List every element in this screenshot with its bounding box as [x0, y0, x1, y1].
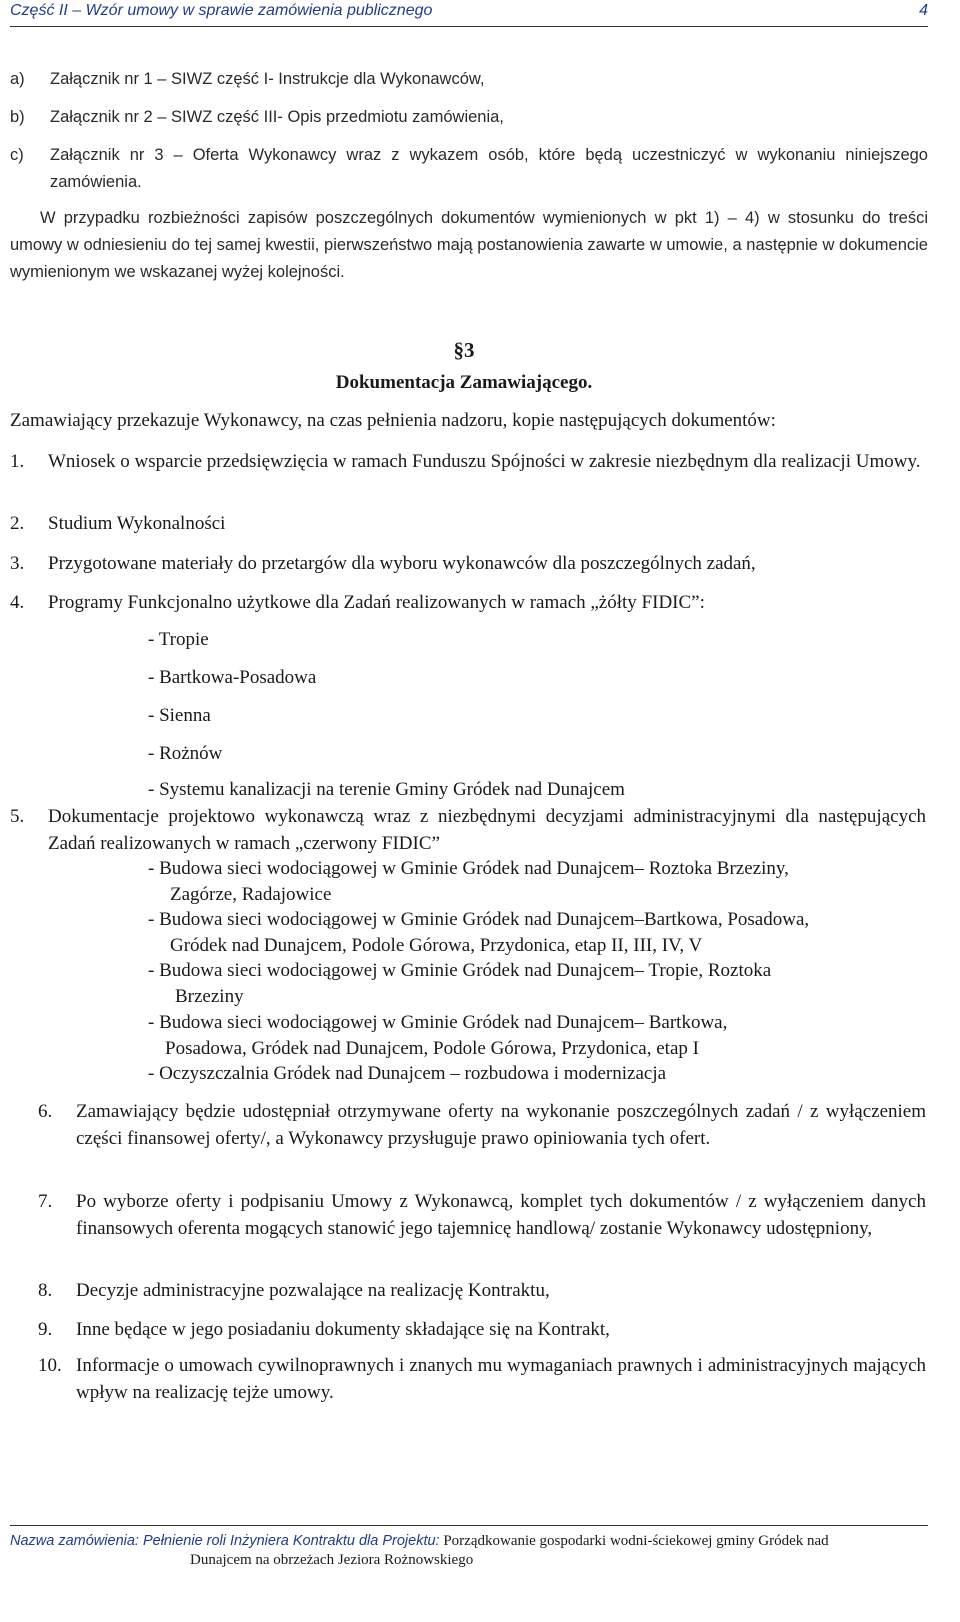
page-header [10, 0, 928, 27]
section-title: Dokumentacja Zamawiającego. [335, 372, 593, 393]
list-item [10, 448, 926, 502]
attachment-item [10, 142, 928, 196]
attachment-item [10, 104, 928, 131]
list-item-text: Decyzje administracyjne pozwalające na realizację Kontraktu, [76, 1280, 550, 1301]
list-item-text: Przygotowane materiały do przetargów dla wyboru wykonawców dla poszczególnych zadań, [48, 553, 756, 574]
sub-item-continuation: Gródek nad Dunajcem, Podole Górowa, Przydonica, etap II, III, IV, V [170, 935, 703, 956]
list-item-number: 8. [38, 1280, 53, 1301]
sub-item: - Budowa sieci wodociągowej w Gminie Gródek nad Dunajcem– Bartkowa, [148, 1012, 728, 1033]
sub-item-continuation: Zagórze, Radajowice [170, 884, 332, 905]
list-item-text: Programy Funkcjonalno użytkowe dla Zadań realizowanych w ramach „żółty FIDIC”: [48, 592, 705, 613]
list-item-text: Dokumentacje projektowo wykonawczą wraz z niezbędnymi decyzjami administracyjnymi dla następujących Zadań realizowanych w ramach „czerwony FIDIC” [48, 806, 926, 854]
list-item-number: 1. [10, 451, 25, 472]
header-title: Część II – Wzór umowy w sprawie zamówienia publicznego [10, 2, 433, 19]
attachment-text: Załącznik nr 2 – SIWZ część III- Opis przedmiotu zamówienia, [50, 108, 504, 126]
footer-project-name-continued: Dunajcem na obrzeżach Jeziora Rożnowskiego [190, 1552, 474, 1568]
list-item-number: 4. [10, 592, 25, 613]
sub-item: - Bartkowa-Posadowa [148, 667, 317, 688]
list-item-text: Inne będące w jego posiadaniu dokumenty składające się na Kontrakt, [76, 1319, 610, 1340]
sub-item: - Budowa sieci wodociągowej w Gminie Gródek nad Dunajcem– Roztoka Brzeziny, [148, 858, 789, 879]
list-item [10, 1098, 926, 1179]
attachment-letter: c) [10, 146, 24, 164]
list-item-number: 3. [10, 553, 25, 574]
list-item-number: 9. [38, 1319, 53, 1340]
list-item-number: 10. [38, 1355, 62, 1376]
list-item-number: 5. [10, 806, 25, 827]
list-item [10, 803, 926, 857]
footer-project-name: Porządkowanie gospodarki wodni-ściekowej gminy Gródek nad [443, 1533, 829, 1549]
sub-item: - Sienna [148, 705, 211, 726]
sub-item-continuation: Posadowa, Gródek nad Dunajcem, Podole Górowa, Przydonica, etap I [165, 1038, 699, 1059]
sub-item: - Oczyszczalnia Gródek nad Dunajcem – rozbudowa i modernizacja [148, 1063, 667, 1084]
list-item-text: Po wyborze oferty i podpisaniu Umowy z Wykonawcą, komplet tych dokumentów / z wyłączeniem danych finansowych oferenta mogących stanowić jego tajemnicę handlową/ zostanie Wykonawcy udostępniony, [76, 1191, 926, 1239]
attachment-item [10, 66, 928, 93]
list-item-number: 2. [10, 513, 25, 534]
attachment-text: Załącznik nr 3 – Oferta Wykonawcy wraz z wykazem osób, które będą uczestniczyć w wykonaniu niniejszego zamówienia. [50, 146, 928, 191]
list-item [10, 1188, 926, 1269]
attachment-text: Załącznik nr 1 – SIWZ część I- Instrukcje dla Wykonawców, [50, 70, 485, 88]
list-item-text: Informacje o umowach cywilnoprawnych i znanych mu wymaganiach prawnych i administracyjnych mających wpływ na realizację tejże umowy. [76, 1355, 926, 1403]
header-page-number: 4 [919, 2, 928, 19]
precedence-note: W przypadku rozbieżności zapisów poszczególnych dokumentów wymienionych w pkt 1) – 4) w stosunku do treści umowy w odniesieniu do tej samej kwestii, pierwszeństwo mają postanowienia zawarte w umowie, a następnie w dokumencie wymienionym we wskazanej wyżej kolejności. [10, 209, 928, 281]
page-footer [10, 1525, 928, 1570]
sub-item: - Rożnów [148, 743, 223, 764]
sub-item: - Budowa sieci wodociągowej w Gminie Gródek nad Dunajcem–Bartkowa, Posadowa, [148, 909, 810, 930]
section-intro: Zamawiający przekazuje Wykonawcy, na czas pełnienia nadzoru, kopie następujących dokumentów: [10, 410, 776, 431]
section-number: §3 [453, 338, 475, 362]
list-item-text: Zamawiający będzie udostępniał otrzymywane oferty na wykonanie poszczególnych zadań / z wyłączeniem części finansowej oferty/, a Wykonawcy przysługuje prawo opiniowania tych ofert. [76, 1101, 926, 1149]
sub-item: - Systemu kanalizacji na terenie Gminy Gródek nad Dunajcem [148, 779, 625, 800]
list-item [10, 1352, 926, 1406]
list-item-text: Wniosek o wsparcie przedsięwzięcia w ramach Funduszu Spójności w zakresie niezbędnym dla realizacji Umowy. [48, 451, 921, 472]
sub-item: - Tropie [148, 629, 209, 650]
list-item-number: 7. [38, 1191, 53, 1212]
attachment-letter: a) [10, 70, 25, 88]
sub-item: - Budowa sieci wodociągowej w Gminie Gródek nad Dunajcem– Tropie, Roztoka [148, 960, 772, 981]
list-item-text: Studium Wykonalności [48, 513, 226, 534]
footer-label: Nazwa zamówienia: Pełnienie roli Inżyniera Kontraktu dla Projektu: [10, 1533, 440, 1549]
list-item-number: 6. [38, 1101, 53, 1122]
attachment-letter: b) [10, 108, 25, 126]
sub-item-continuation: Brzeziny [175, 986, 244, 1007]
